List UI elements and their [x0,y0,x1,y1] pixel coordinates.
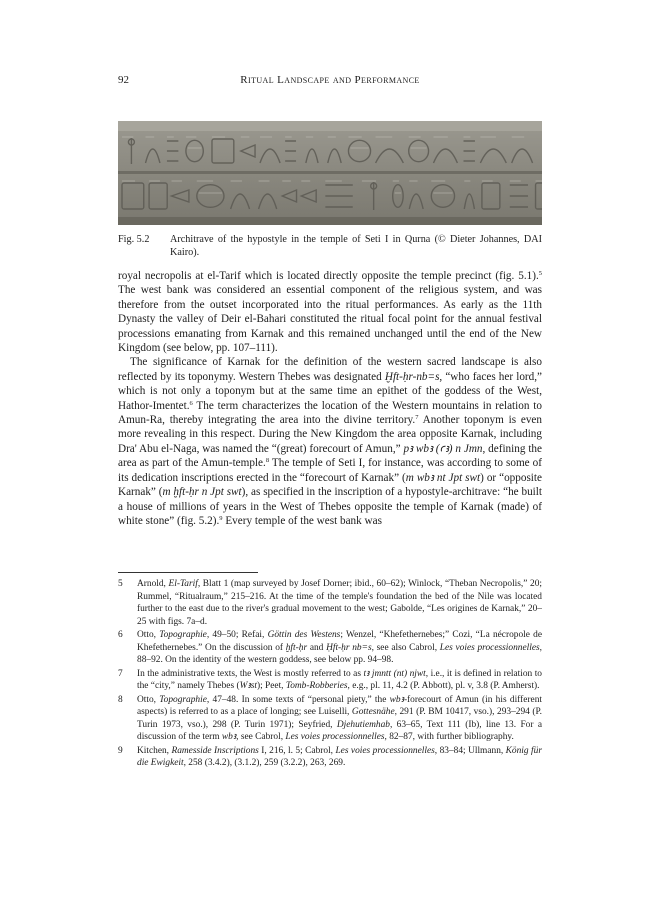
italic-term: Topographie [159,694,207,705]
figure-caption-text: Architrave of the hypostyle in the temple of Seti I in Qurna (© Dieter Johannes, DAI Kairo). [170,234,542,258]
italic-term: m wbꜣ nt Jpt swt [405,471,481,484]
text-run: I, 216, l. 5; Cabrol, [258,745,336,756]
text-run: -forecourt of Amun (in his different aspects) is referred to as a place of longing; see Luiselli, [137,694,542,717]
footnote-ref: 7 [415,414,419,422]
page-header [118,74,542,92]
text-run: The term characterizes the location of the Western mountains in relation to Amun-Ra, thereby integrating the area into the divine territory. [118,399,542,427]
text-run: The significance of Karnak for the definition of the western sacred landscape is also reflected by its toponymy. Western Thebes was designated [118,356,542,383]
italic-term: Wꜣst [239,681,257,691]
text-run: The temple of Seti I, for instance, was according to some of its dedication inscriptions erected in the “forecourt of Karnak” ( [118,457,542,484]
running-title: Ritual Landscape and Performance [240,74,420,86]
footnote-text [137,694,542,744]
italic-term: Ramesside Inscriptions [171,745,259,756]
text-run: , 82–87, with further bibliography. [384,732,514,742]
footnote-number: 7 [118,668,123,679]
text-run: , 47–48. In some texts of “personal piety,” the [206,694,390,705]
text-run: , 291 (P. BM 10417, vso.), 293–294 (P. Turin 1973, vso.), 298 (P. Turin 1971); Seyfried, [137,707,542,730]
italic-term: El-Tarif [168,579,198,589]
text-run: ), as specified in the inscription of a hypostyle-architrave: “he built a house of millions of years in the West of Thebes opposite the temple of Karnak (made) of white stone” (fig. 5.2). [118,486,542,527]
footnote-number: 9 [118,745,123,756]
text-run: Otto, [137,694,160,705]
text-run: ) or “opposite Karnak” ( [118,471,542,499]
architrave-photo [118,121,542,225]
footnote-text [137,629,542,667]
architrave-relief-image [118,121,542,225]
text-run: Every temple of the west bank was [222,514,382,527]
text-run: ); Peet, [256,681,286,691]
italic-term: König für die Ewigkeit [137,745,542,768]
text-run: Another toponym is even more revealing in this respect. During the New Kingdom the area opposite Karnak, including Dra' Abu el-Naga, was named the “(great) forecourt of Amun,” [118,414,542,455]
paragraph [118,355,542,528]
italic-term: Topographie [159,630,207,640]
text-run: , Blatt 1 (map surveyed by Josef Dorner; ibid., 60–62); Winlock, “Theban Necropolis,” 20; Rummel, “Ritualraum,” 215–216. At the time of the temple's foundation the bed of the Nile was located further to the east due to the river's gradual movement to the west; Gabolde, “Les origines de Karnak,” 20–25 with figs. 7a–d. [137,579,543,627]
text-run: Kitchen, [137,745,172,756]
text-run: and [307,642,327,653]
footnote-text [137,745,542,770]
text-run: ; Wenzel, “Khefethernebes;” Cozi, “La nécropole de Khefethernebes.” On the discussion of [137,630,542,653]
italic-term: Tomb-Robberies [285,681,348,691]
text-run: , see also Cabrol, [371,642,440,653]
page-number: 92 [118,74,129,86]
paragraph [118,269,542,355]
figure-caption [118,233,542,259]
footnote-text [137,578,542,628]
italic-term: Ḫft-ḥr-nb=s [384,370,440,383]
italic-term: wbꜣ [221,732,237,742]
footnote-number: 5 [118,579,123,589]
italic-term: Gottesnähe [351,707,395,717]
footnote [118,668,542,693]
figure-label: Fig. 5.2 [118,234,150,245]
footnote [118,629,542,667]
italic-term: Göttin des Westens [267,630,341,640]
text-run: , 49–50; Refai, [206,630,268,640]
footnote [118,694,542,744]
body-text [118,269,542,528]
footnotes [118,578,542,771]
italic-term: Djehutiemhab [336,719,390,730]
text-run: , i.e., it is defined in relation to the “city,” namely Thebes ( [137,668,542,691]
footnote-text [137,668,542,693]
italic-term: tꜣ jmntt (nt) njwt [363,668,426,679]
italic-term: Les voies processionnelles [335,745,435,756]
footnote-ref: 6 [189,399,193,407]
footnote [118,578,542,628]
text-run: Otto, [137,630,160,640]
text-run: The west bank was considered an essential component of the religious system, and was therefore from the outset incorporated into the ritual performances. As early as the 11th Dynasty the valley of Deir el-Bahari constituted the ritual focal point for the annual festival processions emanating from Karnak and this remained unchanged until the end of the New Kingdom (see below, pp. 107–111). [118,284,542,355]
footnote-separator [118,572,258,573]
text-run: , defining the area as part of the Amun-temple. [118,442,542,470]
text-run: , 88–92. On the identity of the western goddess, see below pp. 94–98. [137,642,542,665]
text-run: , e.g., pl. 11, 4.2 (P. Abbott), pl. v, 3.8 (P. Amherst). [347,681,540,691]
text-run: Arnold, [137,579,169,589]
footnote [118,745,542,770]
text-run: royal necropolis at el-Tarif which is located directly opposite the temple precinct (fig. 5.1). [118,270,539,282]
italic-term: ḫft-ḥr [285,642,308,653]
text-run: , “who faces her lord,” which is not only a toponym but at the same time an epithet of the goddess of the West, Hathor-Imentet. [118,370,543,412]
text-run: , 63–65, Text 111 (Ib), line 13. For a discussion of the term [137,719,542,742]
text-run: , 258 (3.4.2), (3.1.2), 259 (3.2.2), 263, 269. [183,758,346,768]
footnote-number: 8 [118,694,123,705]
italic-term: Les voies processionnelles [439,642,540,653]
footnote-ref: 8 [265,457,270,465]
footnote-number: 6 [118,630,123,640]
footnote-ref: 9 [219,514,223,522]
text-run: , see Cabrol, [236,732,286,742]
italic-term: m ḫft-ḥr n Jpt swt [162,486,242,499]
text-run: , 83–84; Ullmann, [434,745,506,756]
text-run: In the administrative texts, the West is mostly referred to as [137,668,364,679]
italic-term: pꜣ wbꜣ (ꜥꜣ) n Jmn [403,442,483,455]
italic-term: Les voies processionnelles [285,732,385,742]
italic-term: wbꜣ [389,694,404,705]
footnote-ref: 5 [538,270,542,277]
italic-term: Ḥft-ḥr nb=s [326,642,372,653]
